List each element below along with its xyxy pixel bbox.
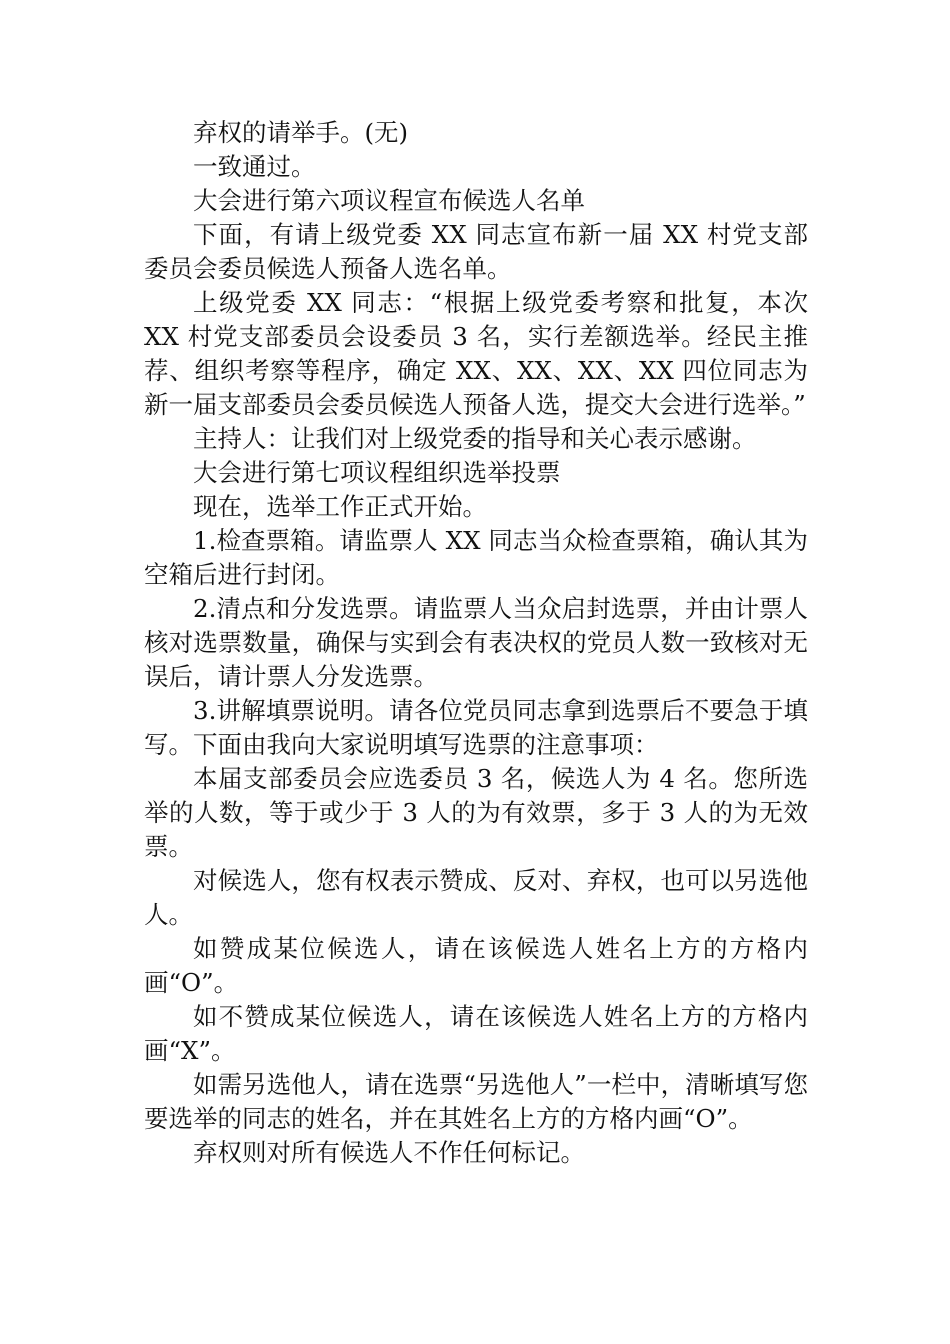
paragraph: 1.检查票箱。请监票人 XX 同志当众检查票箱，确认其为空箱后进行封闭。 <box>144 526 808 589</box>
paragraph: 弃权则对所有候选人不作任何标记。 <box>193 1138 585 1167</box>
paragraph: 弃权的请举手。(无) <box>193 118 409 147</box>
paragraph: 如需另选他人，请在选票“另选他人”一栏中，清晰填写您要选举的同志的姓名，并在其姓名上方的方格内画“O”。 <box>144 1070 808 1133</box>
document-body <box>144 116 808 1170</box>
paragraph: 3.讲解填票说明。请各位党员同志拿到选票后不要急于填写。下面由我向大家说明填写选票的注意事项： <box>144 696 808 759</box>
section-heading: 大会进行第六项议程宣布候选人名单 <box>193 186 585 215</box>
paragraph: 对候选人，您有权表示赞成、反对、弃权，也可以另选他人。 <box>144 866 808 929</box>
paragraph: 2.清点和分发选票。请监票人当众启封选票，并由计票人核对选票数量，确保与实到会有表决权的党员人数一致核对无误后，请计票人分发选票。 <box>144 594 808 691</box>
paragraph: 主持人：让我们对上级党委的指导和关心表示感谢。 <box>193 424 757 453</box>
paragraph: 下面，有请上级党委 XX 同志宣布新一届 XX 村党支部委员会委员候选人预备人选名单。 <box>144 220 808 283</box>
paragraph: 现在，选举工作正式开始。 <box>193 492 487 521</box>
paragraph: 如赞成某位候选人，请在该候选人姓名上方的方格内画“O”。 <box>144 934 808 997</box>
paragraph: 上级党委 XX 同志：“根据上级党委考察和批复，本次 XX 村党支部委员会设委员 3 名，实行差额选举。经民主推荐、组织考察等程序，确定 XX、XX、XX、XX 四位同志为新一届支部委员会委员候选人预备人选，提交大会进行选举。” <box>144 288 808 419</box>
paragraph: 一致通过。 <box>193 152 316 181</box>
paragraph: 本届支部委员会应选委员 3 名，候选人为 4 名。您所选举的人数，等于或少于 3 人的为有效票，多于 3 人的为无效票。 <box>144 764 808 861</box>
section-heading: 大会进行第七项议程组织选举投票 <box>193 458 561 487</box>
paragraph: 如不赞成某位候选人，请在该候选人姓名上方的方格内画“X”。 <box>144 1002 808 1065</box>
